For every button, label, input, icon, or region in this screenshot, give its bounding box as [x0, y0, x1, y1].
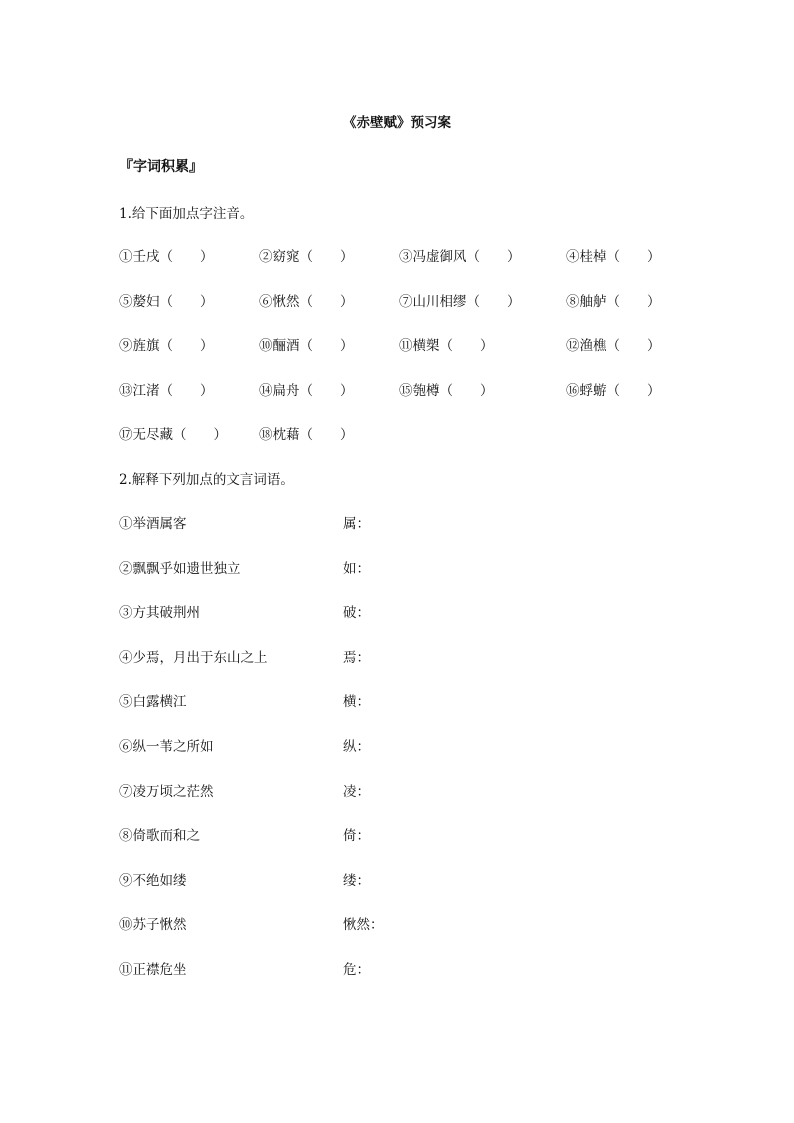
vocab-phrase: ③方其破荆州 — [119, 605, 200, 621]
vocab-answer-label: 缕： — [343, 873, 370, 889]
pinyin-item: ①壬戌（ ） — [119, 249, 214, 265]
vocab-phrase: ⑤白露横江 — [119, 694, 187, 710]
pinyin-item: ⑪横槊（ ） — [399, 338, 494, 354]
pinyin-item: ⑭扁舟（ ） — [259, 383, 354, 399]
vocab-item — [0, 958, 794, 980]
vocab-phrase: ⑪正襟危坐 — [119, 962, 187, 978]
pinyin-row — [0, 334, 794, 356]
vocab-answer-label: 倚： — [343, 828, 370, 844]
vocab-answer-label: 横： — [343, 694, 370, 710]
pinyin-row — [0, 423, 794, 445]
page-title: 《赤壁赋》预习案 — [343, 115, 451, 131]
vocab-phrase: ⑧倚歌而和之 — [119, 828, 200, 844]
vocab-answer-label: 纵： — [343, 739, 370, 755]
pinyin-item: ⑯蜉蝣（ ） — [566, 383, 661, 399]
pinyin-row — [0, 290, 794, 312]
pinyin-item: ⑩酾酒（ ） — [259, 338, 354, 354]
vocab-phrase: ⑩苏子愀然 — [119, 917, 187, 933]
vocab-item — [0, 601, 794, 623]
pinyin-item: ⑧舳舻（ ） — [566, 294, 661, 310]
vocab-answer-label: 凌： — [343, 784, 370, 800]
vocab-item — [0, 780, 794, 802]
vocab-item — [0, 869, 794, 891]
pinyin-item: ⑫渔樵（ ） — [566, 338, 661, 354]
vocab-item — [0, 735, 794, 757]
pinyin-item: ⑨旌旗（ ） — [119, 338, 214, 354]
vocab-phrase: ⑨不绝如缕 — [119, 873, 187, 889]
pinyin-item: ⑤嫠妇（ ） — [119, 294, 214, 310]
pinyin-item: ⑥愀然（ ） — [259, 294, 354, 310]
vocab-answer-label: 破： — [343, 605, 370, 621]
vocab-item — [0, 557, 794, 579]
pinyin-item: ③冯虚御风（ ） — [399, 249, 521, 265]
vocab-item — [0, 646, 794, 668]
pinyin-row — [0, 379, 794, 401]
vocab-phrase: ①举酒属客 — [119, 516, 187, 532]
pinyin-item: ②窈窕（ ） — [259, 249, 354, 265]
vocab-answer-label: 愀然： — [343, 917, 384, 933]
vocab-answer-label: 危： — [343, 962, 370, 978]
pinyin-item: ⑰无尽藏（ ） — [119, 427, 227, 443]
vocab-answer-label: 焉： — [343, 650, 370, 666]
section-heading: 『字词积累』 — [119, 159, 203, 175]
vocab-phrase: ⑦凌万顷之茫然 — [119, 784, 214, 800]
pinyin-item: ⑮匏樽（ ） — [399, 383, 494, 399]
vocab-answer-label: 属： — [343, 516, 370, 532]
vocab-phrase: ④少焉，月出于东山之上 — [119, 650, 268, 666]
pinyin-row — [0, 245, 794, 267]
pinyin-item: ⑬江渚（ ） — [119, 383, 214, 399]
vocab-item — [0, 824, 794, 846]
pinyin-item: ⑱枕藉（ ） — [259, 427, 354, 443]
pinyin-item: ⑦山川相缪（ ） — [399, 294, 521, 310]
vocab-item — [0, 512, 794, 534]
question-1-prompt: 1.给下面加点字注音。 — [119, 206, 254, 222]
vocab-phrase: ②飘飘乎如遗世独立 — [119, 561, 241, 577]
pinyin-item: ④桂棹（ ） — [566, 249, 661, 265]
vocab-item — [0, 913, 794, 935]
vocab-item — [0, 690, 794, 712]
vocab-answer-label: 如： — [343, 561, 370, 577]
question-2-prompt: 2.解释下列加点的文言词语。 — [119, 472, 294, 488]
vocab-phrase: ⑥纵一苇之所如 — [119, 739, 214, 755]
